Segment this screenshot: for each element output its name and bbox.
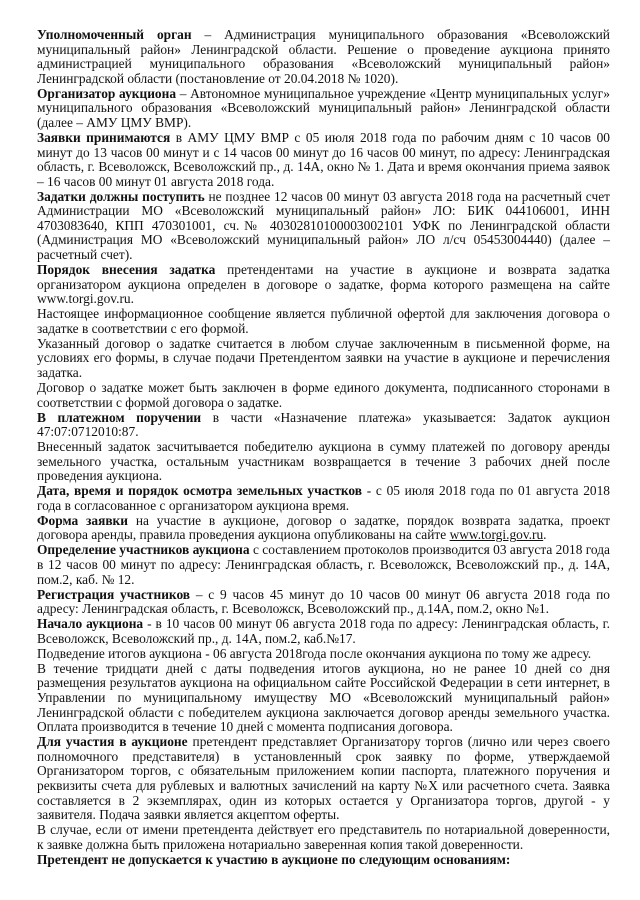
paragraph-text: - с 05 июля 2018 года по 01 августа 2018 года в согласованное с организатором аукциона время.	[37, 483, 610, 513]
paragraph	[37, 411, 610, 440]
paragraph-heading: Организатор аукциона	[37, 85, 177, 101]
paragraph-heading: Порядок внесения задатка	[37, 262, 216, 278]
paragraph-text: Настоящее информационное сообщение является публичной офертой для заключения договора о задатке в соответствии с его формой.	[37, 306, 610, 336]
paragraph-text: в АМУ ЦМУ ВМР с 05 июля 2018 года по рабочим дням с 10 часов 00 минут до 13 часов 00 минут и с 14 часов 00 минут до 16 часов 00 минут, по адресу: Ленинградская область, г. Всеволожск, Всеволожский пр., д. 14А, окно № 1. Дата и время окончания приема заявок – 16 часов 00 минут 01 августа 2018 года.	[37, 129, 610, 189]
torgi-link[interactable]: www.torgi.gov.ru	[449, 527, 544, 543]
paragraph-heading: Заявки принимаются	[37, 129, 171, 145]
paragraph-text: Внесенный задаток засчитывается победителю аукциона в сумму платежей по договору аренды земельного участка, остальным участникам возвращается в течение 3 рабочих дней после проведения аукциона.	[37, 439, 610, 484]
paragraph	[37, 28, 610, 86]
paragraph	[37, 307, 610, 336]
paragraph-text: в части «Назначение платежа» указывается: Задаток аукцион 47:07:0712010:87.	[37, 409, 610, 440]
paragraph-text: В течение тридцати дней с даты подведения итогов аукциона, но не ранее 10 дней со дня размещения результатов аукциона на официальном сайте Российской Федерации в сети интернет, в Управлении по муниципальному имуществу МО «Всеволожский муниципальный район» Ленинградской области с победителем аукциона заключается договор аренды земельного участка. Оплата производится в течение 10 дней с момента подписания договора.	[37, 660, 610, 735]
paragraph	[37, 131, 610, 189]
paragraph	[37, 662, 610, 735]
paragraph-heading: Для участия в аукционе	[37, 734, 188, 750]
paragraph	[37, 263, 610, 307]
paragraph	[37, 543, 610, 587]
paragraph-tail: .	[543, 527, 547, 543]
paragraph	[37, 647, 610, 662]
paragraph-text: претендентами на участие в аукционе и возврата задатка организатором аукциона определен в договоре о задатке, форма которого размещена на сайте www.torgi.gov.ru.	[37, 262, 610, 307]
paragraph	[37, 823, 610, 852]
paragraph	[37, 514, 610, 543]
paragraph	[37, 484, 610, 513]
paragraph-text: с составлением протоколов производится 03 августа 2018 года в 12 часов 00 минут по адресу: Ленинградская область, г. Всеволожск, Всеволожский пр., д. 14А, пом.2, каб. № 12.	[37, 542, 611, 587]
paragraph-text: не позднее 12 часов 00 минут 03 августа 2018 года на расчетный счет Администрации МО «Всеволожский муниципальный район» ЛО: БИК 044106001, ИНН 4703083640, КПП 470301001, сч.№ 40302810100003002101 УФК по Ленинградской области (Администрация МО «Всеволожский муниципальный район» ЛО л/сч 05453004440) (далее – расчетный счет).	[37, 188, 610, 263]
paragraph	[37, 853, 610, 868]
paragraph	[37, 337, 610, 381]
paragraph	[37, 617, 610, 646]
paragraph-text: Указанный договор о задатке считается в любом случае заключенным в письменной форме, на условиях его формы, в случае подачи Претендентом заявки на участие в аукционе и перечисления задатка.	[37, 335, 610, 380]
paragraph-heading: Претендент не допускается к участию в аукционе по следующим основаниям:	[37, 851, 511, 867]
paragraph-text: – Администрация муниципального образования «Всеволожский муниципальный район» Ленинградской области. Решение о проведение аукциона принято администрацией муниципального образования «Всеволожский муниципальный район» Ленинградской области (постановление от 20.04.2018 № 1020).	[37, 27, 610, 86]
paragraph-text: - в 10 часов 00 минут 06 августа 2018 года по адресу: Ленинградская область, г. Всеволожск, Всеволожский пр., д. 14А, пом.2, каб.№17.	[37, 616, 610, 646]
paragraph-text: – Автономное муниципальное учреждение «Центр муниципальных услуг» муниципального образования «Всеволожский муниципальный район» Ленинградской области (далее – АМУ ЦМУ ВМР).	[37, 85, 610, 130]
notice-body	[37, 28, 610, 867]
paragraph-heading: Начало аукциона	[37, 616, 144, 632]
paragraph-heading: Задатки должны поступить	[37, 188, 205, 204]
paragraph-heading: Регистрация участников	[37, 586, 191, 602]
paragraph	[37, 440, 610, 484]
paragraph-text: на участие в аукционе, договор о задатке, порядок возврата задатка, проект договора аренды, правила проведения аукциона опубликованы на сайте	[37, 512, 611, 543]
paragraph-heading: Уполномоченный орган	[37, 27, 192, 42]
paragraph-text: В случае, если от имени претендента действует его представитель по нотариальной доверенности, к заявке должна быть приложена нотариально заверенная копия такой доверенности.	[37, 822, 610, 852]
paragraph-heading: В платежном поручении	[37, 409, 202, 425]
paragraph-text: претендент представляет Организатору торгов (лично или через своего полномочного представителя) в установленный срок заявку по форме, утверждаемой Организатором торгов, с обязательным приложением копии паспорта, платежного поручения и реквизиты счета для рублевых и валютных зачислений на карту №Х или расчетного счета. Заявка составляется в 2 экземплярах, один из которых остается у Организатора торгов, другой - у заявителя. Подача заявки является акцептом оферты.	[37, 734, 611, 823]
paragraph-heading: Форма заявки	[37, 512, 128, 528]
paragraph	[37, 735, 610, 823]
paragraph	[37, 588, 610, 617]
paragraph-text: Подведение итогов аукциона - 06 августа 2018года после окончания аукциона по тому же адресу.	[37, 645, 592, 661]
paragraph-text: – с 9 часов 45 минут до 10 часов 00 минут 06 августа 2018 года по адресу: Ленинградская область, г. Всеволожск, Всеволожский пр., д.14А, пом.2, окно №1.	[37, 586, 610, 617]
paragraph	[37, 87, 610, 131]
paragraph-text: Договор о задатке может быть заключен в форме единого документа, подписанного сторонами в соответствии с формой договора о задатке.	[37, 379, 610, 410]
paragraph	[37, 381, 610, 410]
paragraph-heading: Дата, время и порядок осмотра земельных участков	[37, 483, 363, 499]
paragraph	[37, 190, 610, 263]
paragraph-heading: Определение участников аукциона	[37, 542, 250, 558]
